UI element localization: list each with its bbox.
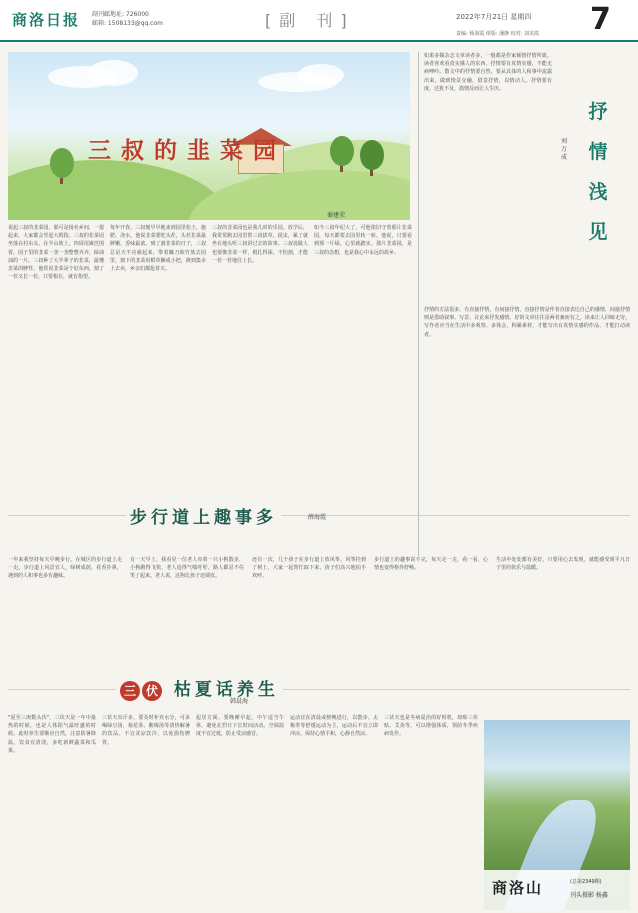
article2-author: 薛海霞 bbox=[308, 514, 327, 521]
article3-author: 韩晨海 bbox=[230, 698, 249, 705]
article3-column-5: 三伏天也是冬病夏治的好时机，如贴三伏贴、艾灸等，可以增强体质，预防冬季疾病发作。 bbox=[384, 715, 478, 738]
issue-date: 2022年7月21日 星期四 bbox=[456, 13, 532, 21]
column-divider bbox=[418, 52, 419, 556]
article2-column-3: 还有一次，几个孩子在步行道上放风筝，风筝挂到了树上，大家一起帮忙取下来，孩子们高兴地拍手欢呼。 bbox=[252, 557, 366, 580]
article3-column-4: 运动宜在清晨或傍晚进行，以散步、太极拳等舒缓运动为主，运动后不宜立即冲凉。保持心情平和，心静自然凉。 bbox=[290, 715, 378, 738]
article2-heading-band bbox=[8, 500, 630, 530]
tree-shape bbox=[330, 136, 354, 166]
article1-column-1: 说起三叔的韭菜园，那可是扬名乡间，一提起来，大家都会竖起大拇指。三叔的韭菜园坐落在村东头，在半山坡上，四周用篱笆围着，园子里的韭菜一垄一垄整整齐齐，绿油油的一片。三叔种了大半辈子的韭菜，最懂韭菜的脾性，他常说韭菜是个好东西，割了一茬又长一茬，只要根在，就有指望。 bbox=[8, 225, 104, 281]
article3-title-group bbox=[116, 675, 283, 701]
photo-title: 商洛山 bbox=[492, 879, 544, 897]
article3-title-badge: 伏 bbox=[142, 681, 162, 701]
page-number: 7 bbox=[590, 2, 611, 37]
article1-column-2: 每年开春，三叔便早早地来到园里松土、施肥、浇水。他说韭菜要吃头茬，头茬韭菜最鲜嫩，香味最浓。到了割韭菜的日子，三叔总是天不亮就起来，带着镰刀和竹篮去园里，割下的韭菜用稻草捆成小把，挑到集市上去卖，乡亲们都抢着买。 bbox=[110, 225, 206, 273]
hill-shape bbox=[188, 170, 410, 220]
article3-title-badge: 三 bbox=[120, 681, 140, 701]
tree-shape bbox=[50, 148, 74, 178]
article2-title: 步行道上趣事多 bbox=[126, 503, 281, 528]
article1-column-3: 三叔的韭菜园也是我儿时的乐园。放学后，我常常跑去园里帮三叔拔草、捉虫，累了就坐在地头听三叔讲过去的故事。三叔说做人也要像韭菜一样，根扎得深，不怕割，才能一茬一茬地往上长。 bbox=[212, 225, 308, 264]
photo-issue-number: (总第2349期) bbox=[570, 879, 602, 885]
article1-author: 秦建荣 bbox=[327, 212, 346, 219]
masthead-contact bbox=[92, 10, 163, 28]
cloud-shape bbox=[298, 64, 344, 86]
landscape-photo bbox=[484, 720, 630, 910]
column-text-part1: 如果多媒杂志文章读者多，一般都是作家倾情抒情所致。读者喜欢看真实感人的东西，抒情要有真情实感，不能无病呻吟。散文中的抒情要自然，要从具体的人和事中流露出来，做到情景交融，借景抒情，以情动人。抒情要有度，过犹不及，滥情反而让人生厌。 bbox=[424, 53, 552, 92]
newspaper-logo: 商洛日报 bbox=[12, 11, 81, 29]
article3-heading-band bbox=[8, 674, 630, 704]
article2-column-1: 一年来我坚持每天早晚步行，在城区的步行道上走一走。步行道上风景宜人，绿树成荫，花香扑鼻，遇到的人和事也多有趣味。 bbox=[8, 557, 122, 580]
article3-column-1: "夏至三庚数头伏"，三伏天是一年中最热的时候，也是人体阳气最旺盛的时候。此时养生要顺应自然，注意防暑降温，饮食宜清淡，多吃新鲜蔬菜和瓜果。 bbox=[8, 715, 96, 754]
masthead bbox=[0, 0, 638, 42]
article1-column-4: 如今三叔年纪大了，可他依旧守着那片韭菜园，每天都要去园里转一转。他说，只要看到那一片绿，心里就踏实。那片韭菜园，是三叔的念想，也是我心中永远的故乡。 bbox=[314, 225, 412, 256]
heading-rule bbox=[8, 689, 630, 690]
article2-column-5: 生活中处处都有美好，只要用心去发现，就能感受到平凡日子里的快乐与温暖。 bbox=[496, 557, 630, 572]
column-text-part2: 抒情的方法很多，有直接抒情，有间接抒情。直接抒情是作者直接表达自己的感情，间接抒情则是借助叙事、写景、议论来抒发感情。好的文章往往是两者兼而有之，读来让人回味无穷。写作者应当在生活中多观察、多体会，积累素材，才能写出有真情实感的作品，才能打动读者。 bbox=[424, 307, 630, 338]
cloud-shape bbox=[88, 60, 138, 86]
column-author: 刘万成 bbox=[561, 138, 568, 161]
article2-column-2: 有一天早上，我看见一位老人牵着一只小狗散步，小狗跑得飞快，老人追得气喘吁吁，路人都忍不住笑了起来。老人说，这狗比孩子还调皮。 bbox=[130, 557, 244, 580]
photo-credit: 刊头摄影 杨鑫 bbox=[570, 892, 608, 899]
article1-title: 三叔的韭菜园 bbox=[88, 137, 286, 164]
editors-line: 责编: 杨海霞 组版: 潘静 校对: 刘美霞 bbox=[456, 31, 540, 37]
column-title: 抒情浅见 bbox=[588, 101, 608, 243]
masthead-meta-line1: 副刊邮地址: 726000 bbox=[92, 11, 149, 18]
article3-column-2: 三伏天出汗多，要及时补充水分，可多喝绿豆汤、菊花茶、酸梅汤等清热解暑的饮品。不宜贪凉饮冷，以免损伤脾胃。 bbox=[102, 715, 190, 746]
masthead-meta-line2: 邮箱: 1508133@qq.com bbox=[92, 20, 163, 27]
section-name: [副 刊] bbox=[265, 11, 355, 30]
tree-shape bbox=[360, 140, 384, 170]
article2-column-4: 步行道上的趣事说不完，每天走一走，看一看，心情也变得格外舒畅。 bbox=[374, 557, 488, 572]
article3-title: 枯夏话养生 bbox=[173, 680, 279, 700]
article3-column-3: 起居方面，要晚睡早起，中午适当午休，避免在烈日下长时间活动。空调温度不宜过低，防止受凉感冒。 bbox=[196, 715, 284, 738]
